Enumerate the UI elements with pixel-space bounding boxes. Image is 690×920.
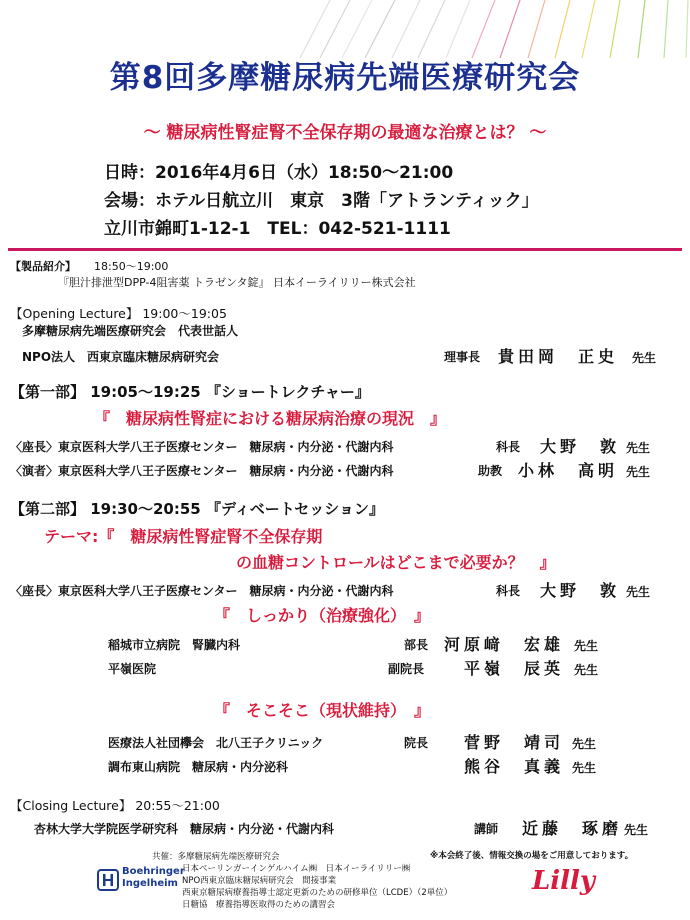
part1-chair-affiliation: 〈座長〉東京医科大学八王子医療センター 糖尿病・内分泌・代謝内科 [10, 440, 394, 454]
footer-sponsors: 日本ベーリンガーインゲルハイム㈱ 日本イーライリリー㈱ [182, 864, 411, 874]
part1-chair-name: 大野 敦 [540, 437, 621, 456]
part2-label: 【第二部】 19:30～20:55 『ディベートセッション』 [10, 500, 384, 518]
part1-speaker-name: 小林 高明 [518, 461, 619, 480]
side-a-1-role: 部長 [404, 638, 429, 652]
side-b-2-affiliation: 調布東山病院 糖尿病・内分泌科 [108, 760, 289, 774]
side-a-2-affiliation: 平嶺医院 [108, 662, 157, 676]
side-a-1-affiliation: 稲城市立病院 腎臓内科 [108, 638, 241, 652]
side-a-heading: 『 しっかり（治療強化） 』 [214, 606, 431, 625]
opening-label: 【Opening Lecture】 19:00～19:05 [10, 306, 227, 321]
side-b-1-role: 院長 [404, 736, 429, 750]
footer-cosponsor: 共催：多摩糖尿病先端医療研究会 [152, 852, 280, 862]
side-b-1-name: 菅野 靖司 [464, 733, 565, 752]
lilly-logo: Lilly [532, 866, 596, 896]
side-b-1-honorific: 先生 [572, 737, 597, 751]
opening-role: 理事長 [444, 350, 481, 364]
closing-honorific: 先生 [624, 823, 649, 837]
part1-speaker-role: 助教 [478, 464, 503, 478]
opening-line1: 多摩糖尿病先端医療研究会 代表世話人 [22, 324, 239, 338]
part2-chair-affiliation: 〈座長〉東京医科大学八王子医療センター 糖尿病・内分泌・代謝内科 [10, 584, 394, 598]
part1-chair-honorific: 先生 [626, 441, 651, 455]
footer-credit-2: 日糖協 療養指導医取得のための講習会 [182, 900, 336, 910]
part2-chair-name: 大野 敦 [540, 581, 621, 600]
footer-npo: NPO西東京臨床糖尿病研究会 間接事業 [182, 876, 337, 886]
closing-role: 講師 [474, 822, 499, 836]
product-label: 【製品紹介】 [10, 260, 76, 273]
boehringer-logo-icon [96, 868, 120, 892]
part2-chair-role: 科長 [496, 584, 521, 598]
side-a-2-role: 副院長 [388, 662, 425, 676]
event-datetime: 日時：2016年4月6日（水）18:50～21:00 [104, 163, 454, 183]
page-title: 第8回多摩糖尿病先端医療研究会 [109, 60, 581, 96]
part1-speaker-affiliation: 〈演者〉東京医科大学八王子医療センター 糖尿病・内分泌・代謝内科 [10, 464, 394, 478]
decorative-stripes [0, 0, 690, 60]
event-venue: 会場：ホテル日航立川 東京 3階「アトランティック」 [104, 191, 539, 211]
part1-topic: 『 糖尿病性腎症における糖尿病治療の現況 』 [94, 409, 447, 428]
header-divider [8, 248, 682, 251]
side-a-1-name: 河原﨑 宏雄 [444, 635, 565, 654]
product-time: 18:50～19:00 [94, 260, 169, 273]
part1-chair-role: 科長 [496, 440, 521, 454]
closing-name: 近藤 琢磨 [522, 819, 623, 838]
event-address: 立川市錦町1-12-1 TEL：042-521-1111 [104, 219, 451, 239]
side-a-1-honorific: 先生 [574, 639, 599, 653]
page-subtitle: ～ 糖尿病性腎症腎不全保存期の最適な治療とは？ ～ [143, 123, 547, 143]
part1-label: 【第一部】 19:05～19:25 『ショートレクチャー』 [10, 383, 370, 401]
footer-credit-1: 西東京糖尿病療養指導士認定更新のための研修単位（LCDE）（2単位） [182, 888, 453, 898]
side-a-2-honorific: 先生 [574, 663, 599, 677]
opening-line2: NPO法人 西東京臨床糖尿病研究会 [22, 350, 220, 364]
opening-honorific: 先生 [632, 351, 657, 365]
part1-speaker-honorific: 先生 [626, 465, 651, 479]
side-a-2-name: 平嶺 辰英 [464, 659, 565, 678]
closing-affiliation: 杏林大学大学院医学研究科 糖尿病・内分泌・代謝内科 [34, 822, 335, 836]
boehringer-logo-text: Boehringer Ingelheim [122, 866, 185, 889]
product-detail: 『胆汁排泄型DPP-4阻害薬 トラゼンタ錠』 日本イーライリリー株式会社 [58, 276, 416, 289]
part2-theme-line1: テーマ:『 糖尿病性腎症腎不全保存期 [44, 527, 323, 546]
opening-name: 貴田岡 正史 [498, 347, 619, 366]
side-b-heading: 『 そこそこ（現状維持） 』 [214, 701, 431, 720]
side-b-2-honorific: 先生 [572, 761, 597, 775]
part2-theme-line2: の血糖コントロールはどこまで必要か？ 』 [236, 553, 556, 572]
part2-chair-honorific: 先生 [626, 585, 651, 599]
closing-label: 【Closing Lecture】 20:55～21:00 [10, 798, 220, 813]
side-b-2-name: 熊谷 真義 [464, 757, 565, 776]
side-b-1-affiliation: 医療法人社団欅会 北八王子クリニック [108, 736, 324, 750]
footer-note: ※本会終了後、情報交換の場をご用意しております。 [430, 851, 634, 861]
